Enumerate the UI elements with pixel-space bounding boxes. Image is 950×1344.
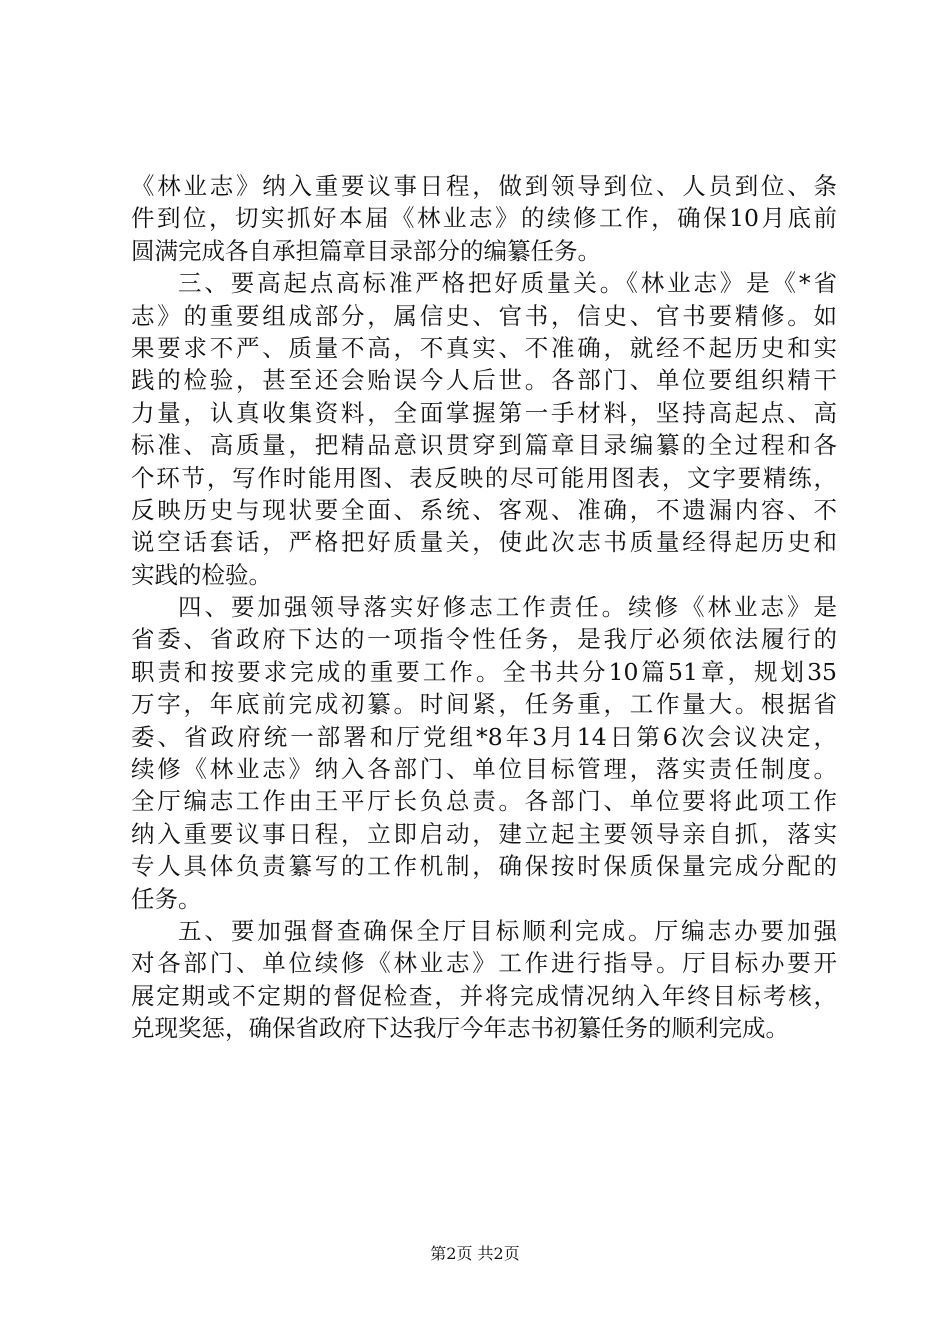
text-line: 委、省政府统一部署和厅党组*8年3月14日第6次会议决定， [131,722,837,751]
text-line: 纳入重要议事日程，立即启动，建立起主要领导亲自抓，落实 [131,819,837,848]
text-line: 全厅编志工作由王平厅长负总责。各部门、单位要将此项工作 [131,787,837,816]
text-line: 任务。 [131,884,202,913]
page-footer: 第2页 共2页 [430,1244,520,1263]
text-line: 省委、省政府下达的一项指令性任务，是我厅必须依法履行的 [131,625,837,654]
text-line: 展定期或不定期的督促检查，并将完成情况纳入年终目标考核， [131,981,837,1010]
text-line: 圆满完成各自承担篇章目录部分的编纂任务。 [131,236,601,265]
text-line: 标准、高质量，把精品意识贯穿到篇章目录编纂的全过程和各 [131,431,837,460]
text-line: 续修《林业志》纳入各部门、单位目标管理，落实责任制度。 [131,755,837,784]
text-line: 对各部门、单位续修《林业志》工作进行指导。厅目标办要开 [131,949,837,978]
paragraph-heading-3: 三、要高起点高标准严格把好质量关。《林业志》是《*省 [178,269,837,298]
text-line: 万字，年底前完成初纂。时间紧，任务重，工作量大。根据省 [131,690,837,719]
text-line: 专人具体负责纂写的工作机制，确保按时保质保量完成分配的 [131,852,837,881]
text-line: 件到位，切实抓好本届《林业志》的续修工作，确保10月底前 [131,204,837,233]
text-line: 个环节，写作时能用图、表反映的尽可能用图表，文字要精练， [131,463,837,492]
paragraph-heading-5: 五、要加强督查确保全厅目标顺利完成。厅编志办要加强 [178,916,837,945]
document-body [131,170,837,1045]
text-line: 兑现奖惩，确保省政府下达我厅今年志书初纂任务的顺利完成。 [131,1014,789,1043]
text-line: 说空话套话，严格把好质量关，使此次志书质量经得起历史和 [131,528,837,557]
text-line: 实践的检验。 [131,560,272,589]
text-line: 志》的重要组成部分，属信史、官书，信史、官书要精修。如 [131,301,837,330]
text-line: 力量，认真收集资料，全面掌握第一手材料，坚持高起点、高 [131,398,837,427]
text-line: 果要求不严、质量不高，不真实、不准确，就经不起历史和实 [131,333,837,362]
text-line: 《林业志》纳入重要议事日程，做到领导到位、人员到位、条 [131,172,837,200]
text-line: 职责和按要求完成的重要工作。全书共分10篇51章，规划35 [131,657,837,686]
text-line: 践的检验，甚至还会贻误今人后世。各部门、单位要组织精干 [131,366,837,395]
paragraph-heading-4: 四、要加强领导落实好修志工作责任。续修《林业志》是 [178,593,837,622]
text-line: 反映历史与现状要全面、系统、客观、准确，不遗漏内容、不 [131,495,837,524]
